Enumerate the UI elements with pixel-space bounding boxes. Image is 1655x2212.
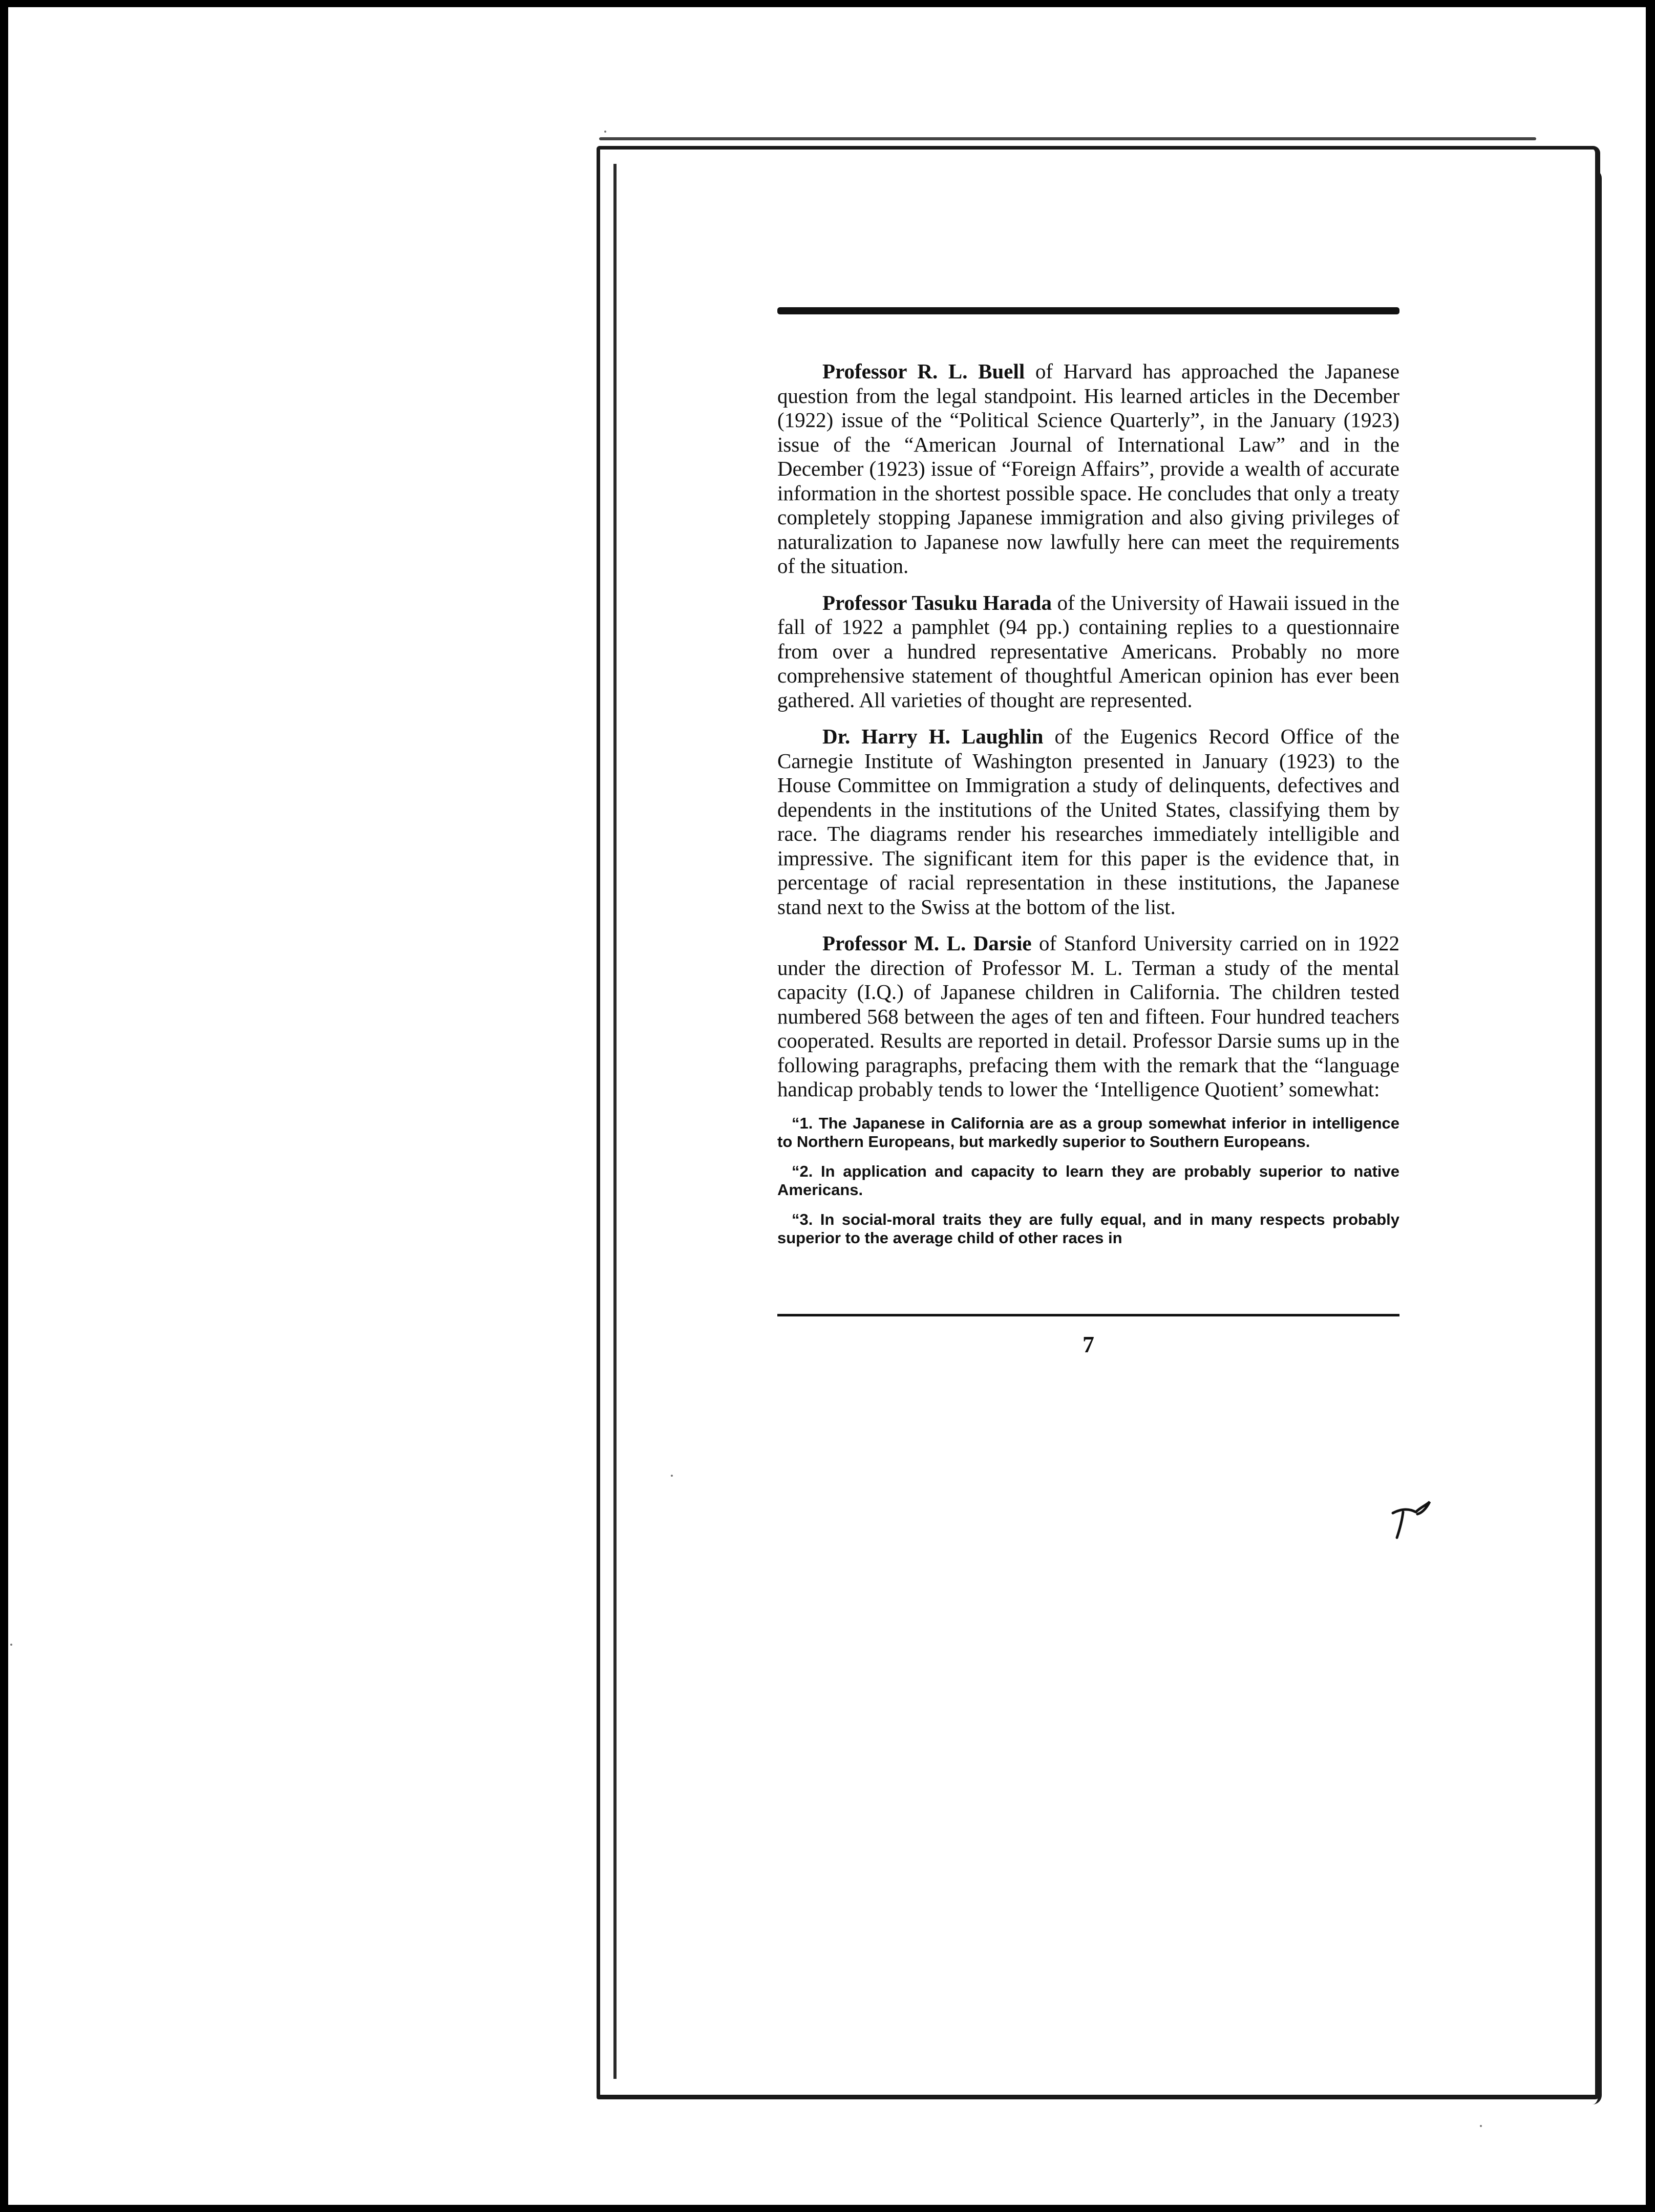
text-column [777, 307, 1399, 1358]
paragraph-text: of Harvard has approached the Japanese question from the legal standpoint. His learned articles in the December (1922) issue of the “Political Science Quarterly”, in the January (1923) issue of the “American Journal of International Law” and in the December (1923) issue of “Foreign Affairs”, provide a wealth of accurate information in the shortest possible space. He concludes that only a treaty completely stopping Japanese immigration and also giving privileges of naturalization to Japanese now lawfully here can meet the requirements of the situation. [777, 359, 1399, 578]
bottom-rule [777, 1314, 1399, 1316]
paragraph-lead: Dr. Harry H. Laughlin [822, 725, 1044, 748]
pen-mark-icon [1388, 1498, 1434, 1544]
scan-speck [604, 131, 606, 133]
paragraph-laughlin [777, 725, 1399, 919]
quote-item-2: “2. In application and capacity to learn they are probably superior to native Americans. [777, 1162, 1399, 1199]
scan-speck [671, 1475, 673, 1477]
top-rule [777, 307, 1399, 314]
quote-item-3: “3. In social-moral traits they are fully equal, and in many respects probably superior to the average child of other races in [777, 1210, 1399, 1247]
scan-speck [1480, 2125, 1482, 2127]
scan-edge-mark [0, 937, 8, 1254]
sheet-binding-edge [613, 164, 617, 2079]
paragraph-buell [777, 359, 1399, 579]
paragraph-harada [777, 591, 1399, 713]
sheet-top-edge [599, 137, 1536, 140]
paragraph-text: of the Eugenics Record Office of the Carnegie Institute of Washington presented in January (1923) to the House Committee on Immigration a study of delinquents, defectives and dependents in the institutions of the United States, classifying them by race. The diagrams render his researches immediately intelligible and impressive. The significant item for this paper is the evidence that, in percentage of racial representation in these institutions, the Japanese stand next to the Swiss at the bottom of the list. [777, 725, 1399, 919]
paragraph-lead: Professor Tasuku Harada [822, 590, 1052, 614]
page-number: 7 [1083, 1331, 1094, 1357]
paragraph-darsie [777, 931, 1399, 1102]
paragraph-text: of Stanford University carried on in 1922 under the direction of Professor M. L. Terman a study of the mental capacity (I.Q.) of Japanese children in California. The children tested numbered 568 between the ages of ten and fifteen. Four hundred teachers cooperated. Results are reported in detail. Professor Darsie sums up in the following paragraphs, prefacing them with the remark that the “language handicap probably tends to lower the ‘Intelligence Quotient’ somewhat: [777, 931, 1399, 1101]
paragraph-text: of the University of Hawaii issued in the fall of 1922 a pamphlet (94 pp.) containing replies to a questionnaire from over a hundred representative Americans. Probably no more comprehensive statement of thoughtful American opinion has ever been gathered. All varieties of thought are represented. [777, 590, 1399, 712]
scan-speck [10, 1644, 12, 1646]
paragraph-lead: Professor R. L. Buell [822, 359, 1025, 383]
quote-item-1: “1. The Japanese in California are as a group somewhat inferior in intelligence to Northern Europeans, but markedly superior to Southern Europeans. [777, 1114, 1399, 1151]
paragraph-lead: Professor M. L. Darsie [822, 931, 1032, 955]
